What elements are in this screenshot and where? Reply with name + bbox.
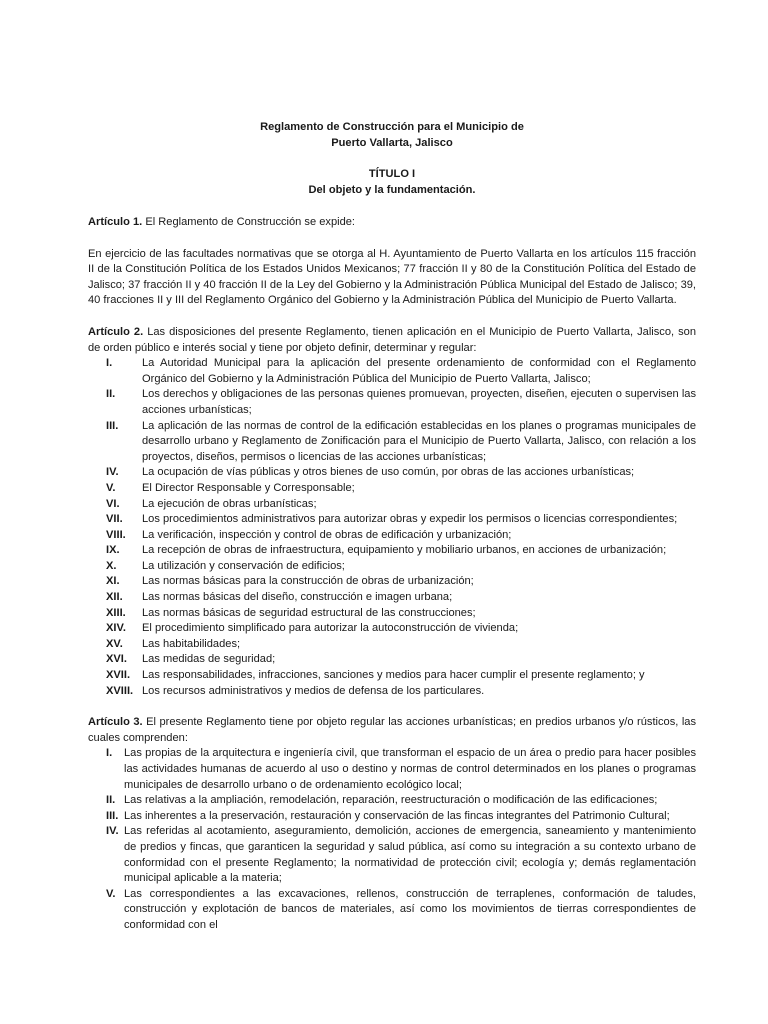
list-item bbox=[88, 621, 696, 637]
titulo-subtitle: Del objeto y la fundamentación. bbox=[308, 184, 476, 196]
list-item bbox=[88, 356, 696, 387]
article-1-heading bbox=[88, 215, 696, 231]
item-text: Las habitabilidades; bbox=[142, 637, 241, 650]
list-item bbox=[88, 419, 696, 466]
article-2-heading bbox=[88, 325, 696, 356]
item-numeral: III. bbox=[106, 809, 119, 822]
item-text: Los derechos y obligaciones de las personas quienes promuevan, proyecten, diseñen, ejecuten o supervisen las acciones urbanísticas; bbox=[142, 388, 696, 416]
list-item bbox=[88, 793, 696, 809]
title-line-1: Reglamento de Construcción para el Municipio de bbox=[260, 121, 524, 133]
list-item bbox=[88, 668, 696, 684]
item-text: Las normas básicas del diseño, construcción e imagen urbana; bbox=[142, 591, 453, 604]
item-numeral: IV. bbox=[106, 825, 119, 838]
item-text: Las referidas al acotamiento, aseguramiento, demolición, acciones de emergencia, saneamiento y mantenimiento de predios y fincas, que garanticen la seguridad y salud pública, así como su integración a su contexto urbano de conformidad con el presente Reglamento; la normatividad de protección civil; ecología y; demás reglamentación municipal aplicable a la materia; bbox=[124, 825, 696, 885]
item-text: El Director Responsable y Corresponsable; bbox=[142, 481, 355, 494]
item-numeral: XII. bbox=[106, 591, 123, 604]
item-numeral: II. bbox=[106, 794, 116, 807]
article-3-intro: El presente Reglamento tiene por objeto regular las acciones urbanísticas; en predios urbanos y/o rústicos, las cuales comprenden: bbox=[88, 716, 697, 744]
item-numeral: V. bbox=[106, 481, 116, 494]
item-text: Los recursos administrativos y medios de defensa de los particulares. bbox=[142, 684, 485, 697]
list-item bbox=[88, 574, 696, 590]
item-text: La recepción de obras de infraestructura, equipamiento y mobiliario urbanos, en acciones de urbanización; bbox=[142, 544, 667, 557]
list-item bbox=[88, 606, 696, 622]
list-item bbox=[88, 387, 696, 418]
article-1-paragraph: En ejercicio de las facultades normativas que se otorga al H. Ayuntamiento de Puerto Vallarta en los artículos 115 fracción II de la Constitución Política de los Estados Unidos Mexicanos; 77 fracción II y 80 de la Constitución Política del Estado de Jalisco; 37 fracción II y 40 fracción II de la Ley del Gobierno y la Administración Pública Municipal del Estado de Jalisco; 39, 40 fracciones II y III del Reglamento Orgánico del Gobierno y la Administración Pública del Municipio de Puerto Vallarta. bbox=[88, 247, 697, 307]
item-numeral: IV. bbox=[106, 466, 119, 479]
item-text: La utilización y conservación de edificios; bbox=[142, 559, 345, 572]
item-text: El procedimiento simplificado para autorizar la autoconstrucción de vivienda; bbox=[142, 622, 519, 635]
item-numeral: VIII. bbox=[106, 528, 126, 541]
item-text: Las normas básicas para la construcción de obras de urbanización; bbox=[142, 575, 474, 588]
list-item bbox=[88, 684, 696, 700]
item-text: La ejecución de obras urbanísticas; bbox=[142, 497, 317, 510]
item-numeral: VII. bbox=[106, 513, 123, 526]
list-item bbox=[88, 497, 696, 513]
list-item bbox=[88, 637, 696, 653]
item-text: Las inherentes a la preservación, restauración y conservación de las fincas integrantes del Patrimonio Cultural; bbox=[124, 809, 670, 822]
list-item bbox=[88, 590, 696, 606]
document-body bbox=[88, 119, 696, 934]
item-numeral: I. bbox=[106, 747, 113, 760]
title-line-2: Puerto Vallarta, Jalisco bbox=[331, 137, 453, 149]
item-numeral: XVIII. bbox=[106, 684, 134, 697]
article-3-heading bbox=[88, 715, 696, 746]
list-item bbox=[88, 481, 696, 497]
article-2-list bbox=[88, 356, 696, 699]
list-item bbox=[88, 887, 696, 934]
item-text: Los procedimientos administrativos para autorizar obras y expedir los permisos o licencias correspondientes; bbox=[142, 513, 678, 526]
titulo-heading bbox=[88, 166, 696, 198]
item-text: La aplicación de las normas de control de la edificación establecidas en los planes o programas municipales de desarrollo urbano y Reglamento de Zonificación para el Municipio de Puerto Vallarta, Jalisco, con relación a los proyectos, diseños, permisos o licencias de las acciones urbanísticas; bbox=[142, 419, 696, 463]
item-text: Las medidas de seguridad; bbox=[142, 653, 276, 666]
article-3-list bbox=[88, 746, 696, 933]
item-text: La verificación, inspección y control de obras de edificación y urbanización; bbox=[142, 528, 512, 541]
item-text: La Autoridad Municipal para la aplicación del presente ordenamiento de conformidad con el Reglamento Orgánico del Gobierno y la Administración Pública del Municipio de Puerto Vallarta, Jalisco; bbox=[142, 357, 696, 385]
list-item bbox=[88, 465, 696, 481]
titulo-number: TÍTULO I bbox=[368, 168, 416, 180]
article-1-intro: El Reglamento de Construcción se expide: bbox=[142, 216, 355, 228]
item-numeral: XV. bbox=[106, 637, 123, 650]
list-item bbox=[88, 543, 696, 559]
item-text: Las responsabilidades, infracciones, sanciones y medios para hacer cumplir el presente reglamento; y bbox=[142, 669, 645, 682]
article-3-label: Artículo 3. bbox=[88, 716, 143, 729]
item-numeral: VI. bbox=[106, 497, 120, 510]
article-2-label: Artículo 2. bbox=[88, 325, 144, 338]
article-1-label: Artículo 1. bbox=[88, 216, 143, 228]
document-title bbox=[88, 119, 696, 151]
item-numeral: XVI. bbox=[106, 653, 127, 666]
item-numeral: XVII. bbox=[106, 669, 131, 682]
item-numeral: XI. bbox=[106, 575, 120, 588]
list-item bbox=[88, 746, 696, 793]
list-item bbox=[88, 809, 696, 825]
item-text: Las relativas a la ampliación, remodelación, reparación, reestructuración o modificación de las edificaciones; bbox=[124, 794, 658, 807]
item-numeral: XIV. bbox=[106, 622, 126, 635]
item-text: Las propias de la arquitectura e ingeniería civil, que transforman el espacio de un área o predio para hacer posibles las actividades humanas de acuerdo al uso o destino y normas de control determinados en los planes o programas municipales de desarrollo urbano o de ordenamiento ecológico local; bbox=[124, 747, 696, 791]
item-numeral: X. bbox=[106, 559, 117, 572]
item-text: Las correspondientes a las excavaciones, rellenos, construcción de terraplenes, conformación de taludes, construcción y explotación de bancos de materiales, así como los movimientos de tierras correspondientes de conformidad con el bbox=[124, 887, 696, 931]
list-item bbox=[88, 528, 696, 544]
item-numeral: V. bbox=[106, 887, 116, 900]
item-numeral: XIII. bbox=[106, 606, 126, 619]
list-item bbox=[88, 559, 696, 575]
item-text: Las normas básicas de seguridad estructural de las construcciones; bbox=[142, 606, 476, 619]
article-2-intro: Las disposiciones del presente Reglamento, tienen aplicación en el Municipio de Puerto Vallarta, Jalisco, son de orden público e interés social y tiene por objeto definir, determinar y regular: bbox=[88, 325, 696, 354]
list-item bbox=[88, 512, 696, 528]
list-item bbox=[88, 652, 696, 668]
item-numeral: I. bbox=[106, 357, 113, 370]
item-text: La ocupación de vías públicas y otros bienes de uso común, por obras de las acciones urbanísticas; bbox=[142, 466, 635, 479]
article-3-section bbox=[88, 715, 696, 933]
item-numeral: II. bbox=[106, 388, 116, 401]
item-numeral: III. bbox=[106, 419, 119, 432]
item-numeral: IX. bbox=[106, 544, 120, 557]
list-item bbox=[88, 824, 696, 886]
